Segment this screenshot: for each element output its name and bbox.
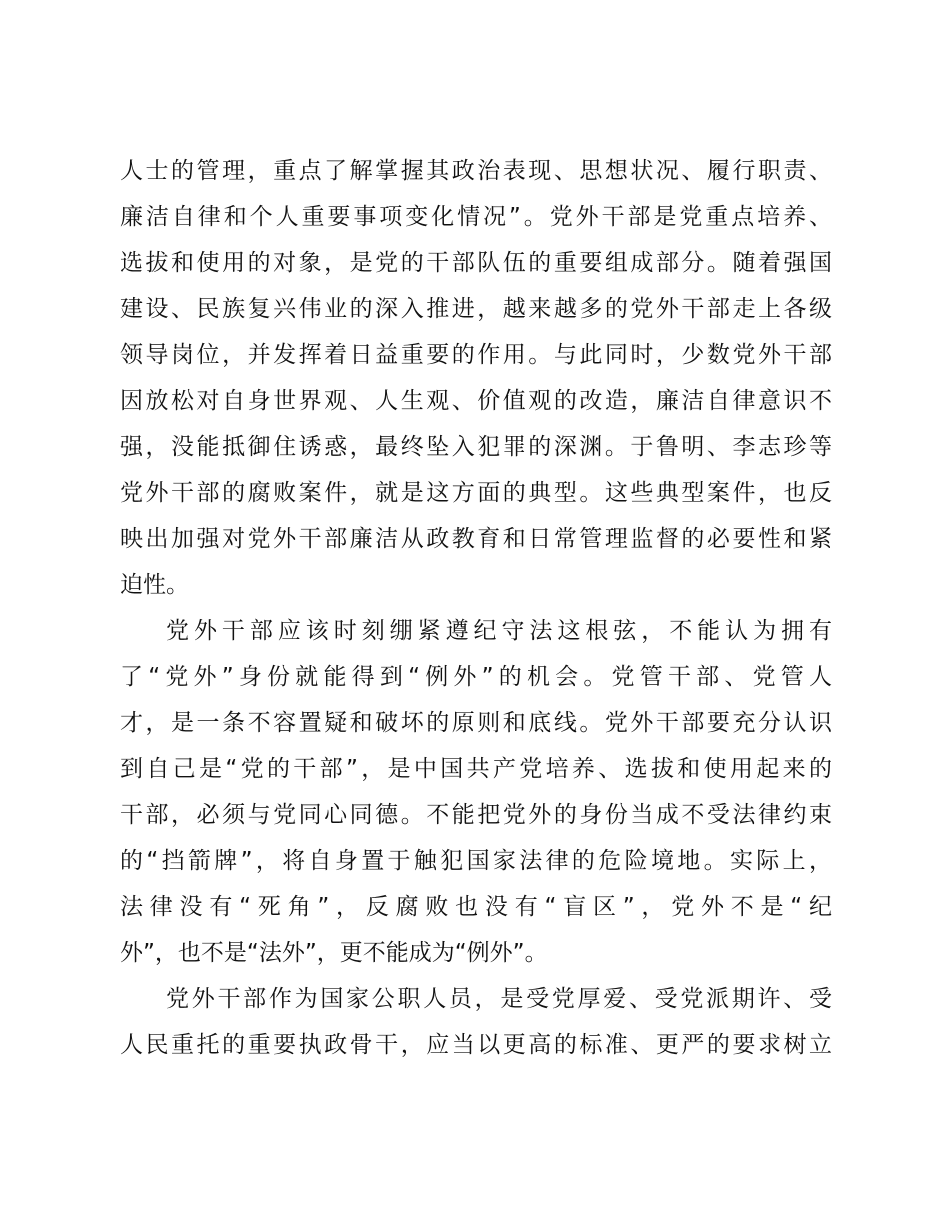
text-line: 廉洁自律和个人重要事项变化情况”。党外干部是党重点培养、: [120, 204, 832, 230]
text-line: 选拔和使用的对象，是党的干部队伍的重要组成部分。随着强国: [120, 250, 832, 276]
text-line: 到自己是“党的干部”，是中国共产党培养、选拔和使用起来的: [120, 756, 832, 782]
text-line: 才，是一条不容置疑和破坏的原则和底线。党外干部要充分认识: [120, 710, 832, 736]
text-line: 干部，必须与党同心同德。不能把党外的身份当成不受法律约束: [120, 802, 832, 828]
text-line: 人士的管理，重点了解掌握其政治表现、思想状况、履行职责、: [120, 158, 832, 184]
text-line: 的“挡箭牌”，将自身置于触犯国家法律的危险境地。实际上，: [120, 848, 832, 874]
paragraph-start-line: 党外干部应该时刻绷紧遵纪守法这根弦，不能认为拥有: [166, 618, 832, 644]
text-line: 人民重托的重要执政骨干，应当以更高的标准、更严的要求树立: [120, 1032, 832, 1058]
text-line: 建设、民族复兴伟业的深入推进，越来越多的党外干部走上各级: [120, 296, 832, 322]
text-line: 了“党外”身份就能得到“例外”的机会。党管干部、党管人: [120, 664, 832, 690]
text-line: 领导岗位，并发挥着日益重要的作用。与此同时，少数党外干部: [120, 342, 832, 368]
text-line: 因放松对自身世界观、人生观、价值观的改造，廉洁自律意识不: [120, 388, 832, 414]
text-line: 强，没能抵御住诱惑，最终坠入犯罪的深渊。于鲁明、李志珍等: [120, 434, 832, 460]
text-line: 法律没有“死角”，反腐败也没有“盲区”，党外不是“纪: [120, 894, 832, 920]
text-line: 映出加强对党外干部廉洁从政教育和日常管理监督的必要性和紧: [120, 526, 832, 552]
document-page: [120, 148, 832, 1068]
text-line: 党外干部的腐败案件，就是这方面的典型。这些典型案件，也反: [120, 480, 832, 506]
text-line: 迫性。: [120, 572, 189, 598]
paragraph-start-line: 党外干部作为国家公职人员，是受党厚爱、受党派期许、受: [166, 986, 832, 1012]
text-line: 外”，也不是“法外”，更不能成为“例外”。: [120, 940, 548, 966]
